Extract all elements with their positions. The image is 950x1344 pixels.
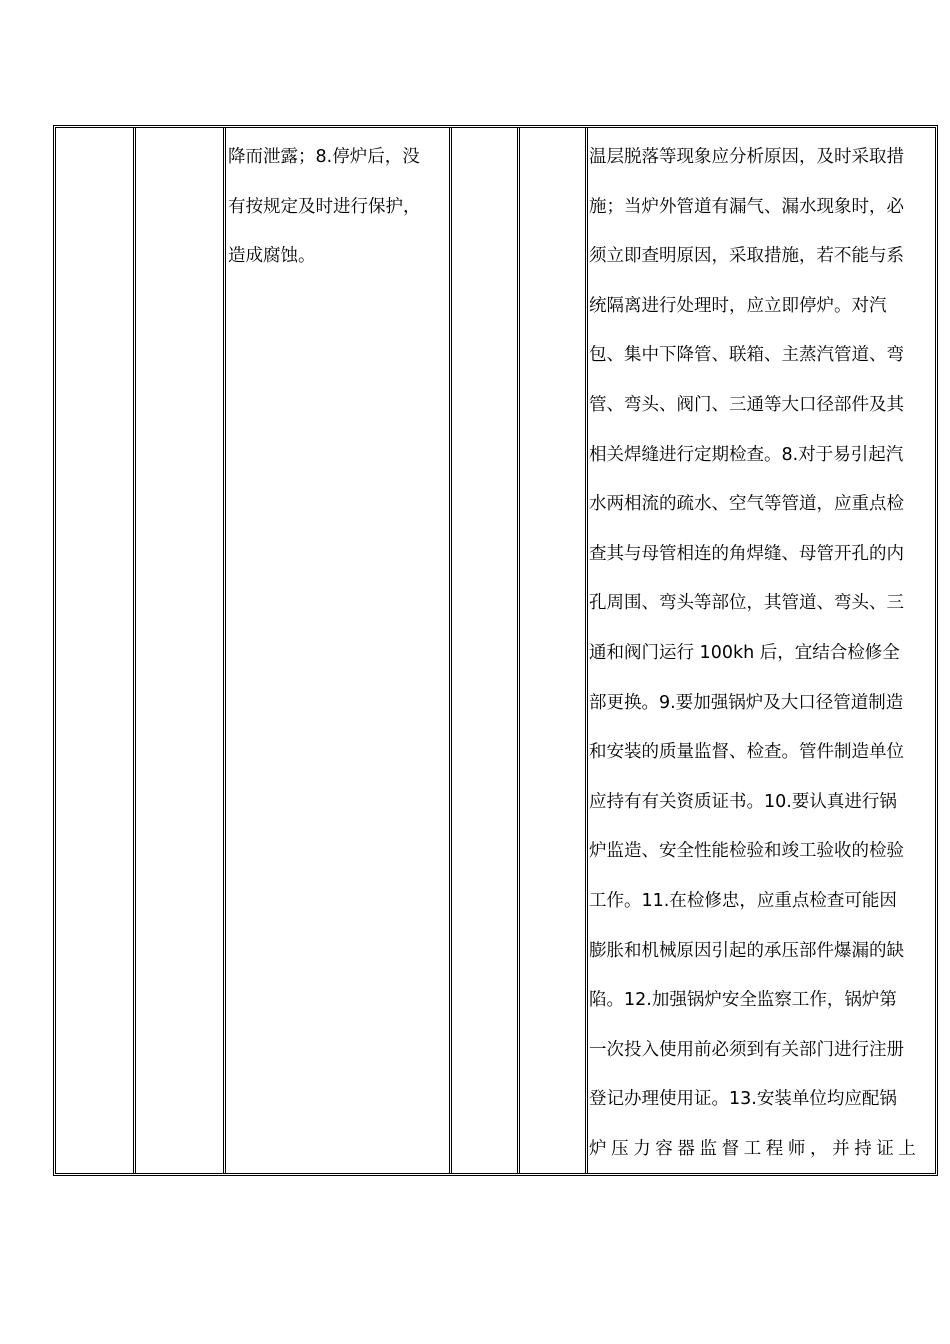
cause-line: 有按规定及时进行保护，	[228, 196, 421, 217]
measure-line: 通和阀门运行 100kh 后，宜结合检修全	[589, 642, 900, 663]
measure-line: 陷。12.加强锅炉安全监察工作，锅炉第	[589, 990, 897, 1011]
measure-line: 一次投入使用前必须到有关部门进行注册	[589, 1039, 904, 1060]
empty-cell-2	[136, 128, 223, 1173]
measure-line: 水两相流的疏水、空气等管道，应重点检	[589, 494, 904, 515]
measure-line: 温层脱落等现象应分析原因，及时采取措	[589, 147, 904, 167]
column-divider-2	[223, 128, 226, 1173]
document-table	[53, 125, 938, 1176]
empty-cell-1	[56, 128, 133, 1173]
measure-line: 工作。11.在检修忠，应重点检查可能因	[589, 890, 897, 911]
measure-line: 和安装的质量监督、检查。管件制造单位	[589, 742, 904, 763]
empty-cell-3	[452, 128, 517, 1173]
measure-line: 须立即查明原因，采取措施，若不能与系	[589, 246, 904, 267]
measure-line: 炉监造、安全性能检验和竣工验收的检验	[589, 841, 904, 862]
cause-line: 降而泄露；8.停炉后，没	[228, 147, 420, 167]
measure-line: 登记办理使用证。13.安装单位均应配锅	[589, 1089, 897, 1110]
measure-line: 部更换。9.要加强锅炉及大口径管道制造	[589, 692, 904, 713]
cause-line: 造成腐蚀。	[228, 246, 316, 267]
column-divider-5	[585, 128, 588, 1173]
measure-line: 应持有有关资质证书。10.要认真进行锅	[589, 791, 897, 812]
measure-line: 管、弯头、阀门、三通等大口径部件及其	[589, 394, 904, 415]
measure-line: 炉压力容器监督工程师，并持证上	[589, 1138, 921, 1159]
measure-line: 施；当炉外管道有漏气、漏水现象时，必	[589, 196, 904, 217]
cause-cell	[227, 128, 452, 1173]
measure-line: 统隔离进行处理时，应立即停炉。对汽	[589, 295, 887, 316]
measure-line: 包、集中下降管、联箱、主蒸汽管道、弯	[589, 345, 904, 366]
measure-line: 膨胀和机械原因引起的承压部件爆漏的缺	[589, 940, 904, 961]
measure-cell	[589, 128, 938, 1173]
measure-line: 查其与母管相连的角焊缝、母管开孔的内	[589, 543, 904, 564]
empty-cell-4	[520, 128, 585, 1173]
measure-line: 相关焊缝进行定期检查。8.对于易引起汽	[589, 444, 904, 465]
measure-line: 孔周围、弯头等部位，其管道、弯头、三	[589, 593, 904, 614]
